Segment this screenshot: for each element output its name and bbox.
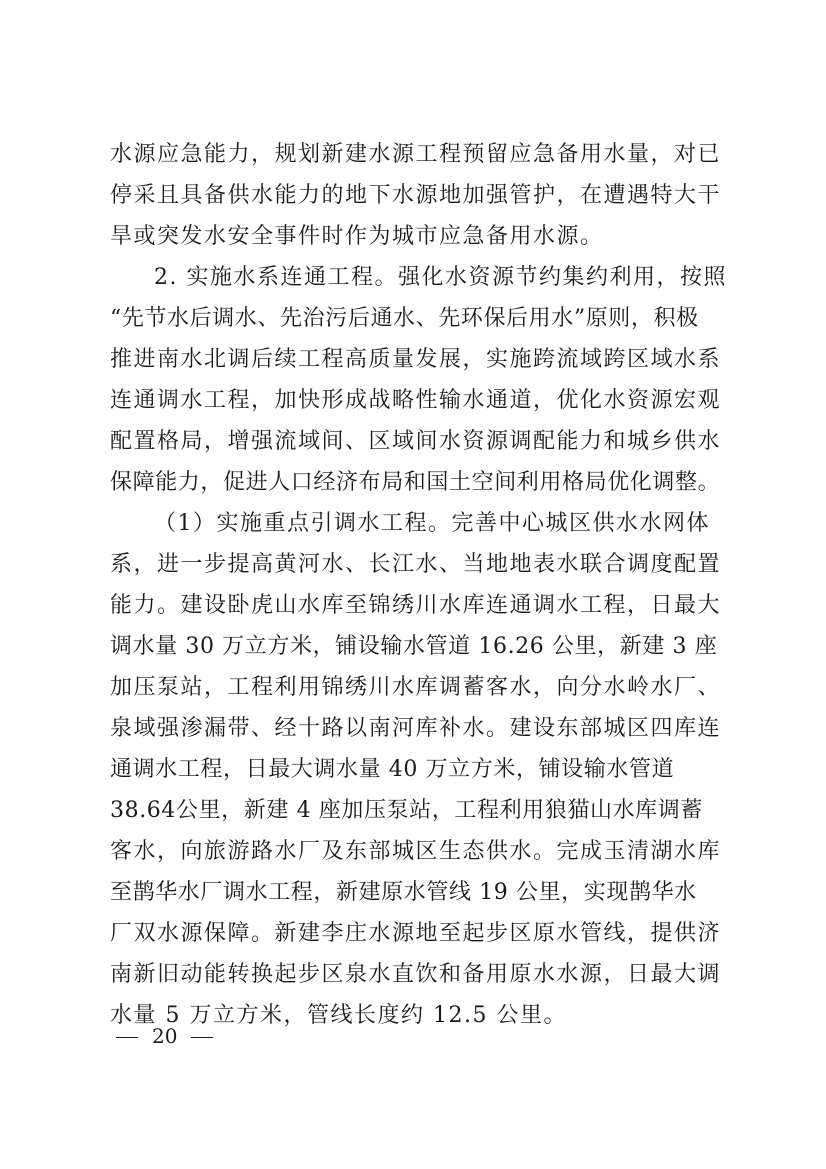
footer-dash-left [116, 1037, 138, 1038]
text-line: 推进南水北调后续工程高质量发展，实施跨流域跨区域水系 [110, 347, 722, 372]
text-line: 厂双水源保障。新建李庄水源地至起步区原水管线，提供济 [110, 921, 722, 946]
text-line: （1）实施重点引调水工程。完善中心城区供水水网体 [154, 511, 710, 536]
text-line: 能力。建设卧虎山水库至锦绣川水库连通调水工程，日最大 [110, 593, 722, 618]
text-line: 水源应急能力，规划新建水源工程预留应急备用水量，对已 [110, 142, 722, 167]
text-line: 停采且具备供水能力的地下水源地加强管护，在遭遇特大干 [110, 183, 722, 208]
page-footer [116, 1016, 213, 1056]
text-line: 2. 实施水系连通工程。强化水资源节约集约利用，按照 [154, 265, 727, 290]
text-line: “先节水后调水、先治污后通水、先环保后用水”原则，积极 [110, 306, 699, 331]
footer-dash-right [191, 1037, 213, 1038]
text-line: 加压泵站，工程利用锦绣川水库调蓄客水，向分水岭水厂、 [110, 675, 722, 700]
text-line: 系，进一步提高黄河水、长江水、当地地表水联合调度配置 [110, 552, 722, 577]
text-line: 通调水工程，日最大调水量 40 万立方米，铺设输水管道 [110, 757, 675, 782]
text-line: 38.64公里，新建 4 座加压泵站，工程利用狼猫山水库调蓄 [110, 798, 703, 823]
text-line: 客水，向旅游路水厂及东部城区生态供水。完成玉清湖水库 [110, 839, 722, 864]
text-line: 旱或突发水安全事件时作为城市应急备用水源。 [110, 224, 604, 249]
text-line: 泉域强渗漏带、经十路以南河库补水。建设东部城区四库连 [110, 716, 722, 741]
text-line: 南新旧动能转换起步区泉水直饮和备用原水水源，日最大调 [110, 962, 722, 987]
page-number: 20 [152, 1024, 178, 1048]
text-line: 保障能力，促进人口经济布局和国土空间利用格局优化调整。 [110, 470, 721, 495]
text-line: 至鹊华水厂调水工程，新建原水管线 19 公里，实现鹊华水 [110, 880, 697, 905]
text-line: 连通调水工程，加快形成战略性输水通道，优化水资源宏观 [110, 388, 722, 413]
text-line: 配置格局，增强流域间、区域间水资源调配能力和城乡供水 [110, 429, 722, 454]
document-body [110, 134, 727, 1036]
text-line: 水量 5 万立方米，管线长度约 12.5 公里。 [110, 1003, 567, 1028]
text-line: 调水量 30 万立方米，铺设输水管道 16.26 公里，新建 3 座 [110, 634, 718, 659]
